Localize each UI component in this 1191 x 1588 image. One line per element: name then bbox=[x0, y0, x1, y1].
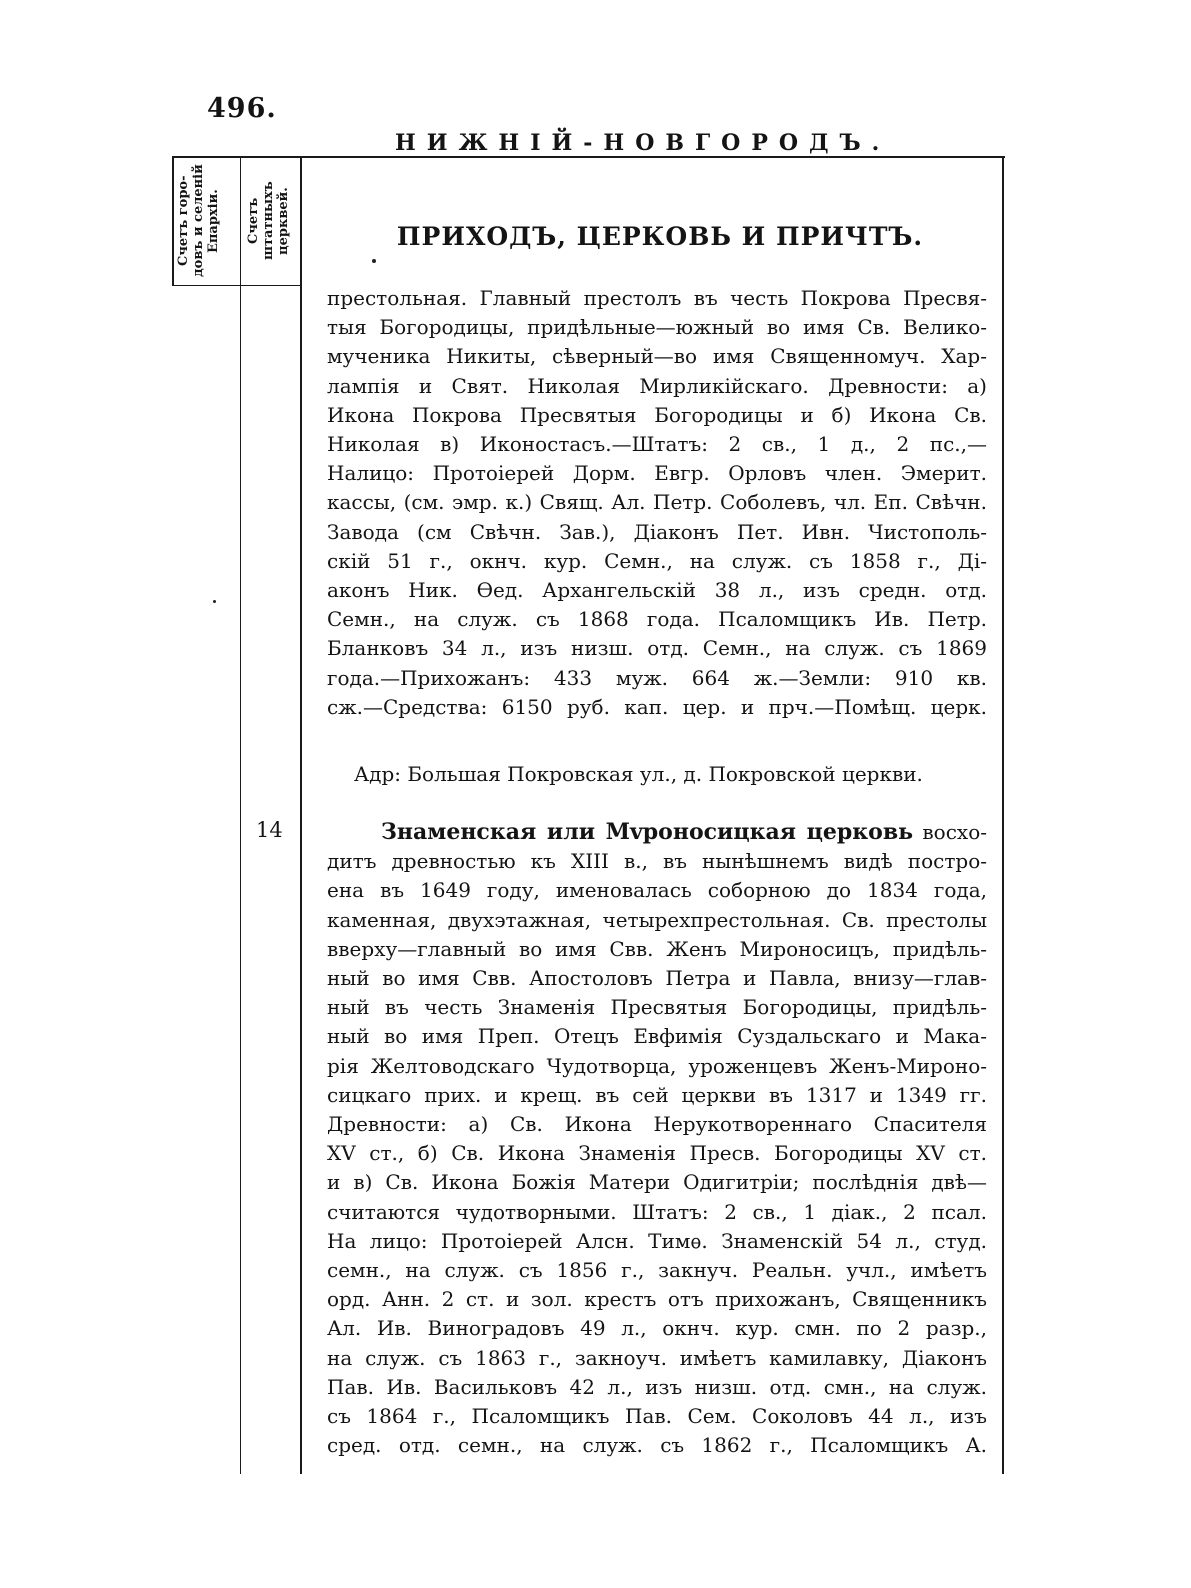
text-line: Николая в) Иконостасъ.—Штатъ: 2 св., 1 д., 2 пс.,— bbox=[327, 432, 987, 457]
entry-number-14: 14 bbox=[256, 818, 283, 842]
stray-dot bbox=[213, 600, 216, 603]
column-divider-1 bbox=[240, 156, 241, 1474]
text-line: и в) Св. Икона Божія Матери Одигитріи; послѣднія двѣ— bbox=[327, 1170, 987, 1195]
section-heading: ПРИХОДЪ, ЦЕРКОВЬ И ПРИЧТЪ. bbox=[396, 222, 924, 251]
text-line: Ал. Ив. Виноградовъ 49 л., окнч. кур. смн. по 2 разр., bbox=[327, 1316, 987, 1341]
text-line: Бланковъ 34 л., изъ низш. отд. Семн., на служ. съ 1869 bbox=[327, 636, 987, 661]
text-line: считаются чудотворными. Штатъ: 2 св., 1 діак., 2 псал. bbox=[327, 1199, 987, 1224]
text-line: ный во имя Свв. Апостоловъ Петра и Павла, внизу—глав- bbox=[327, 966, 987, 991]
text-fragment: восхо- bbox=[922, 820, 987, 844]
entry-first-line bbox=[327, 818, 987, 847]
church-name: Знаменская или Мvроносицкая церковь bbox=[381, 819, 914, 845]
table-right-rule bbox=[1002, 156, 1004, 1474]
page-number: 496. bbox=[207, 93, 277, 124]
text-line: Завода (см Свѣчн. Зав.), Діаконъ Пет. Ивн. Чистополь- bbox=[327, 519, 987, 544]
text-line: скій 51 г., окнч. кур. Семн., на служ. съ 1858 г., Ді- bbox=[327, 548, 987, 573]
text-line: Пав. Ив. Васильковъ 42 л., изъ низш. отд. смн., на служ. bbox=[327, 1374, 987, 1399]
text-line: ный во имя Преп. Отецъ Евфимія Суздальскаго и Мака- bbox=[327, 1024, 987, 1049]
text-line: кассы, (см. эмр. к.) Свящ. Ал. Петр. Соболевъ, чл. Еп. Свѣчн. bbox=[327, 490, 987, 515]
stray-dot bbox=[372, 259, 376, 263]
text-line: сж.—Средства: 6150 руб. кап. цер. и прч.—Помѣщ. церк. bbox=[327, 694, 987, 719]
text-line: рія Желтоводскаго Чудотворца, уроженцевъ Женъ-Мироно- bbox=[327, 1053, 987, 1078]
text-line: На лицо: Протоіерей Алсн. Тимѳ. Знаменскій 54 л., студ. bbox=[327, 1228, 987, 1253]
entry-znamenskaya-text bbox=[327, 818, 987, 1460]
running-head: НИЖНІЙ-НОВГОРОДЪ. bbox=[395, 130, 891, 156]
text-line: сицкаго прих. и крещ. въ сей церкви въ 1317 и 1349 гг. bbox=[327, 1082, 987, 1107]
text-line: лампія и Свят. Николая Мирликійскаго. Древности: а) bbox=[327, 373, 987, 398]
table-left-rule bbox=[172, 156, 174, 286]
text-line: XV ст., б) Св. Икона Знаменія Пресв. Богородицы XV ст. bbox=[327, 1141, 987, 1166]
text-line: каменная, двухэтажная, четырехпрестольная. Св. престолы bbox=[327, 907, 987, 932]
text-line: семн., на служ. съ 1856 г., закнуч. Реальн. учл., имѣетъ bbox=[327, 1258, 987, 1283]
text-line: вверху—главный во имя Свв. Женъ Мироносицъ, придѣль- bbox=[327, 936, 987, 961]
column-header-settlements: Счетъ горо- довъ и селеній Епархіи. bbox=[176, 164, 221, 278]
entry-pokrovskaya-text bbox=[327, 284, 987, 722]
text-line: ный въ честь Знаменія Пресвятыя Богородицы, придѣль- bbox=[327, 995, 987, 1020]
text-line: на служ. съ 1863 г., закноуч. имѣетъ камилавку, Діаконъ bbox=[327, 1345, 987, 1370]
text-line: года.—Прихожанъ: 433 муж. 664 ж.—Земли: 910 кв. bbox=[327, 665, 987, 690]
text-line: дитъ древностью къ XIII в., въ нынѣшнемъ видѣ постро- bbox=[327, 849, 987, 874]
text-line: Икона Покрова Пресвятыя Богородицы и б) Икона Св. bbox=[327, 402, 987, 427]
text-line: мученика Никиты, сѣверный—во имя Священномуч. Хар- bbox=[327, 344, 987, 369]
column-header-churches: Счетъ штатныхъ церквей. bbox=[246, 181, 291, 261]
text-line: съ 1864 г., Псаломщикъ Пав. Сем. Соколовъ 44 л., изъ bbox=[327, 1404, 987, 1429]
text-line: аконъ Ник. Ѳед. Архангельскій 38 л., изъ средн. отд. bbox=[327, 578, 987, 603]
text-line: ена въ 1649 году, именовалась соборною до 1834 года, bbox=[327, 878, 987, 903]
text-line: орд. Анн. 2 ст. и зол. крестъ отъ прихожанъ, Священникъ bbox=[327, 1287, 987, 1312]
text-line: тыя Богородицы, придѣльные—южный во имя Св. Велико- bbox=[327, 315, 987, 340]
column-divider-2 bbox=[300, 156, 302, 1474]
text-line: Древности: а) Св. Икона Нерукотвореннаго Спасителя bbox=[327, 1112, 987, 1137]
text-line: Семн., на служ. съ 1868 года. Псаломщикъ Ив. Петр. bbox=[327, 607, 987, 632]
table-top-rule bbox=[172, 156, 1005, 158]
text-line: Налицо: Протоіерей Дорм. Евгр. Орловъ член. Эмерит. bbox=[327, 461, 987, 486]
header-bottom-rule bbox=[172, 285, 302, 286]
entry-pokrovskaya-address: Адр: Большая Покровская ул., д. Покровской церкви. bbox=[354, 762, 923, 786]
text-line: сред. отд. семн., на служ. съ 1862 г., Псаломщикъ А. bbox=[327, 1433, 987, 1458]
text-line: престольная. Главный престолъ въ честь Покрова Пресвя- bbox=[327, 286, 987, 310]
